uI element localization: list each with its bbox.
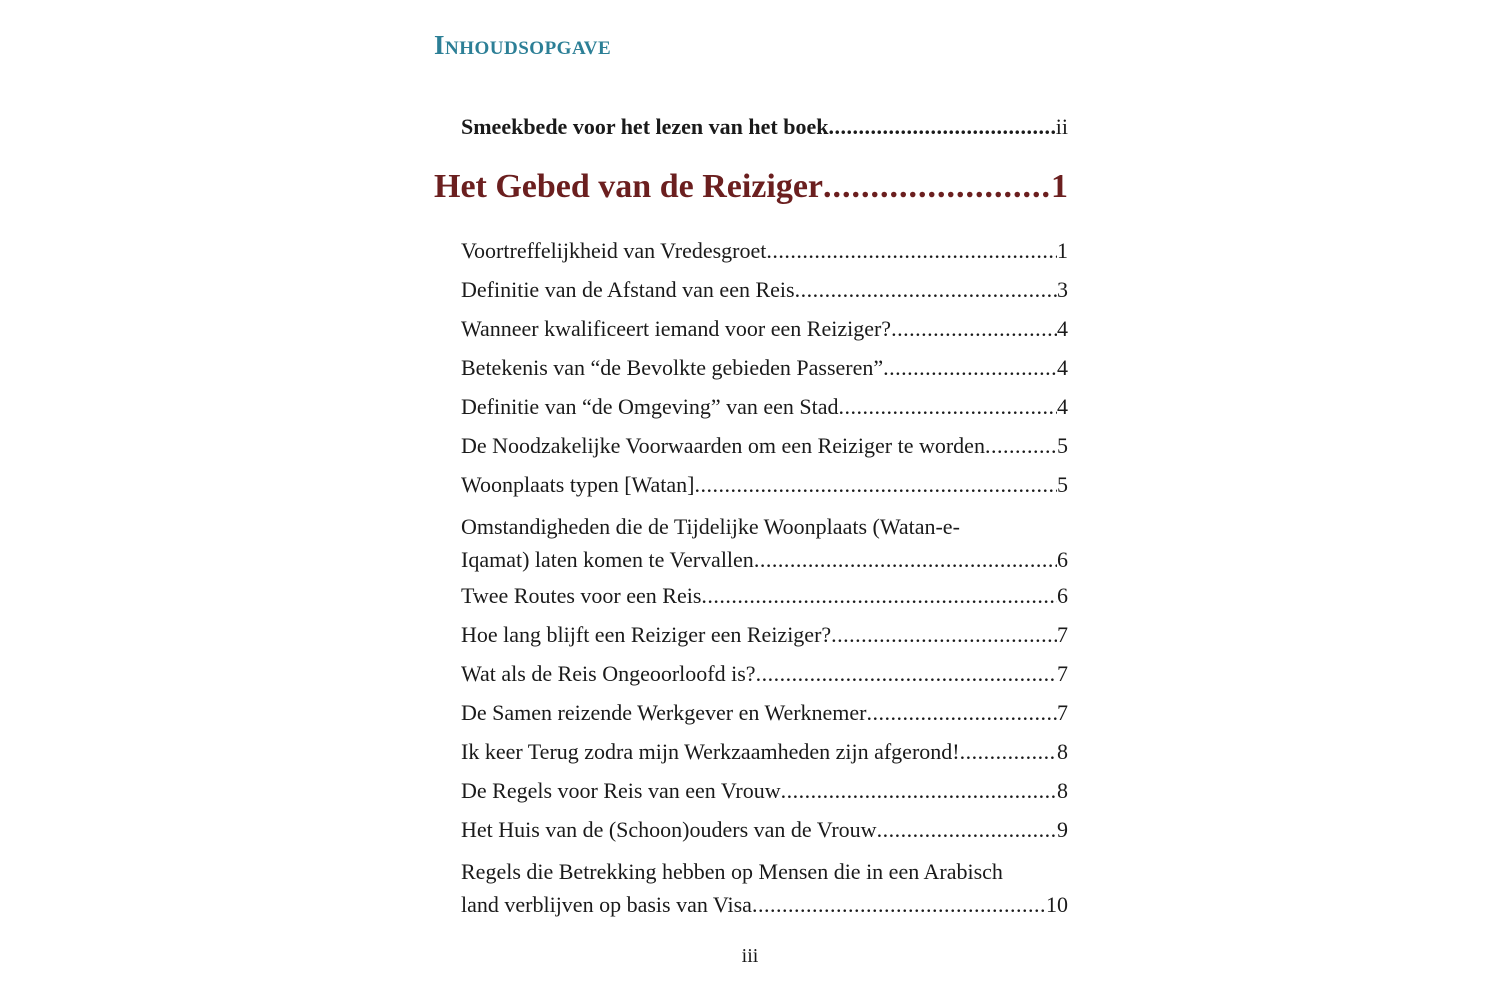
toc-entry-multiline[interactable] bbox=[461, 510, 1068, 576]
toc-entry-label: Twee Routes voor een Reis bbox=[461, 583, 702, 608]
toc-entry-label: Woonplaats typen [Watan] bbox=[461, 472, 695, 497]
toc-page-number: 1 bbox=[1057, 238, 1068, 263]
toc-page-number: 4 bbox=[1057, 394, 1068, 419]
toc-entry-label: De Samen reizende Werkgever en Werknemer bbox=[461, 700, 867, 725]
toc-entry-label-line2: Iqamat) laten komen te Vervallen bbox=[461, 547, 754, 572]
toc-entry-label: Wanneer kwalificeert iemand voor een Reiziger? bbox=[461, 316, 892, 341]
toc-entry-label: Definitie van “de Omgeving” van een Stad bbox=[461, 394, 839, 419]
toc-page-number: 3 bbox=[1057, 277, 1068, 302]
toc-entry[interactable] bbox=[461, 433, 1068, 459]
toc-entry[interactable] bbox=[461, 355, 1068, 381]
toc-entry[interactable] bbox=[461, 661, 1068, 687]
toc-page-number: 6 bbox=[1057, 547, 1068, 572]
toc-entry-intro[interactable] bbox=[461, 114, 1068, 140]
toc-entry[interactable] bbox=[461, 472, 1068, 498]
toc-entry-label: Het Huis van de (Schoon)ouders van de Vrouw bbox=[461, 817, 877, 842]
toc-page-number: 7 bbox=[1057, 700, 1068, 725]
toc-entry-multiline[interactable] bbox=[461, 855, 1068, 921]
toc-entry-label: Ik keer Terug zodra mijn Werkzaamheden zijn afgerond! bbox=[461, 739, 960, 764]
dot-leader bbox=[754, 543, 1057, 576]
toc-entry[interactable] bbox=[461, 778, 1068, 804]
toc-entry-line2 bbox=[461, 888, 1068, 921]
toc-entry[interactable] bbox=[461, 238, 1068, 264]
toc-page-number: 8 bbox=[1057, 778, 1068, 803]
toc-entry-label: De Regels voor Reis van een Vrouw bbox=[461, 778, 781, 803]
toc-entry-label: Voortreffelijkheid van Vredesgroet bbox=[461, 238, 767, 263]
dot-leader bbox=[823, 168, 1051, 206]
toc-page-number: 4 bbox=[1057, 316, 1068, 341]
toc-page-number: 9 bbox=[1057, 817, 1068, 842]
dot-leader bbox=[701, 583, 1057, 609]
toc-entry-label: Betekenis van “de Bevolkte gebieden Passeren” bbox=[461, 355, 884, 380]
dot-leader bbox=[795, 277, 1057, 303]
toc-entry-label-line1: Regels die Betrekking hebben op Mensen die in een Arabisch bbox=[461, 859, 1003, 884]
dot-leader bbox=[891, 316, 1057, 342]
dot-leader bbox=[883, 355, 1057, 381]
toc-page-number: 10 bbox=[1046, 892, 1068, 917]
dot-leader bbox=[877, 817, 1057, 843]
dot-leader bbox=[985, 433, 1057, 459]
toc-entry[interactable] bbox=[461, 817, 1068, 843]
toc-page-number: 6 bbox=[1057, 583, 1068, 608]
dot-leader bbox=[695, 472, 1058, 498]
toc-entry-label-line2: land verblijven op basis van Visa bbox=[461, 892, 752, 917]
dot-leader bbox=[752, 888, 1046, 921]
toc-entry-label: De Noodzakelijke Voorwaarden om een Reiziger te worden bbox=[461, 433, 985, 458]
dot-leader bbox=[828, 114, 1055, 140]
toc-entry-label: Smeekbede voor het lezen van het boek bbox=[461, 114, 829, 139]
dot-leader bbox=[839, 394, 1057, 420]
toc-entry-label-line1: Omstandigheden die de Tijdelijke Woonplaats (Watan-e- bbox=[461, 514, 960, 539]
toc-entry-label: Wat als de Reis Ongeoorloofd is? bbox=[461, 661, 756, 686]
toc-entry[interactable] bbox=[461, 700, 1068, 726]
toc-page-number: 5 bbox=[1057, 472, 1068, 497]
toc-entry[interactable] bbox=[461, 394, 1068, 420]
toc-entry[interactable] bbox=[461, 277, 1068, 303]
dot-leader bbox=[766, 238, 1057, 264]
toc-entry[interactable] bbox=[461, 622, 1068, 648]
toc-chapter-heading[interactable] bbox=[434, 168, 1068, 206]
dot-leader bbox=[867, 700, 1057, 726]
page-number-footer: iii bbox=[741, 945, 759, 967]
toc-entry-label: Definitie van de Afstand van een Reis bbox=[461, 277, 795, 302]
toc-entry-label: Hoe lang blijft een Reiziger een Reiziger? bbox=[461, 622, 832, 647]
toc-entry[interactable] bbox=[461, 739, 1068, 765]
toc-page-number: ii bbox=[1055, 114, 1068, 139]
toc-page-number: 7 bbox=[1057, 622, 1068, 647]
toc-entry-line2 bbox=[461, 543, 1068, 576]
toc-page-number: 7 bbox=[1057, 661, 1068, 686]
chapter-title: Het Gebed van de Reiziger bbox=[434, 168, 824, 205]
dot-leader bbox=[781, 778, 1057, 804]
chapter-page-number: 1 bbox=[1051, 168, 1068, 205]
dot-leader bbox=[831, 622, 1057, 648]
dot-leader bbox=[960, 739, 1057, 765]
toc-page bbox=[434, 0, 1068, 1000]
toc-title: Inhoudsopgave bbox=[434, 30, 612, 60]
toc-page-number: 8 bbox=[1057, 739, 1068, 764]
dot-leader bbox=[756, 661, 1057, 687]
toc-page-number: 5 bbox=[1057, 433, 1068, 458]
toc-entry[interactable] bbox=[461, 583, 1068, 609]
toc-page-number: 4 bbox=[1057, 355, 1068, 380]
toc-entry[interactable] bbox=[461, 316, 1068, 342]
